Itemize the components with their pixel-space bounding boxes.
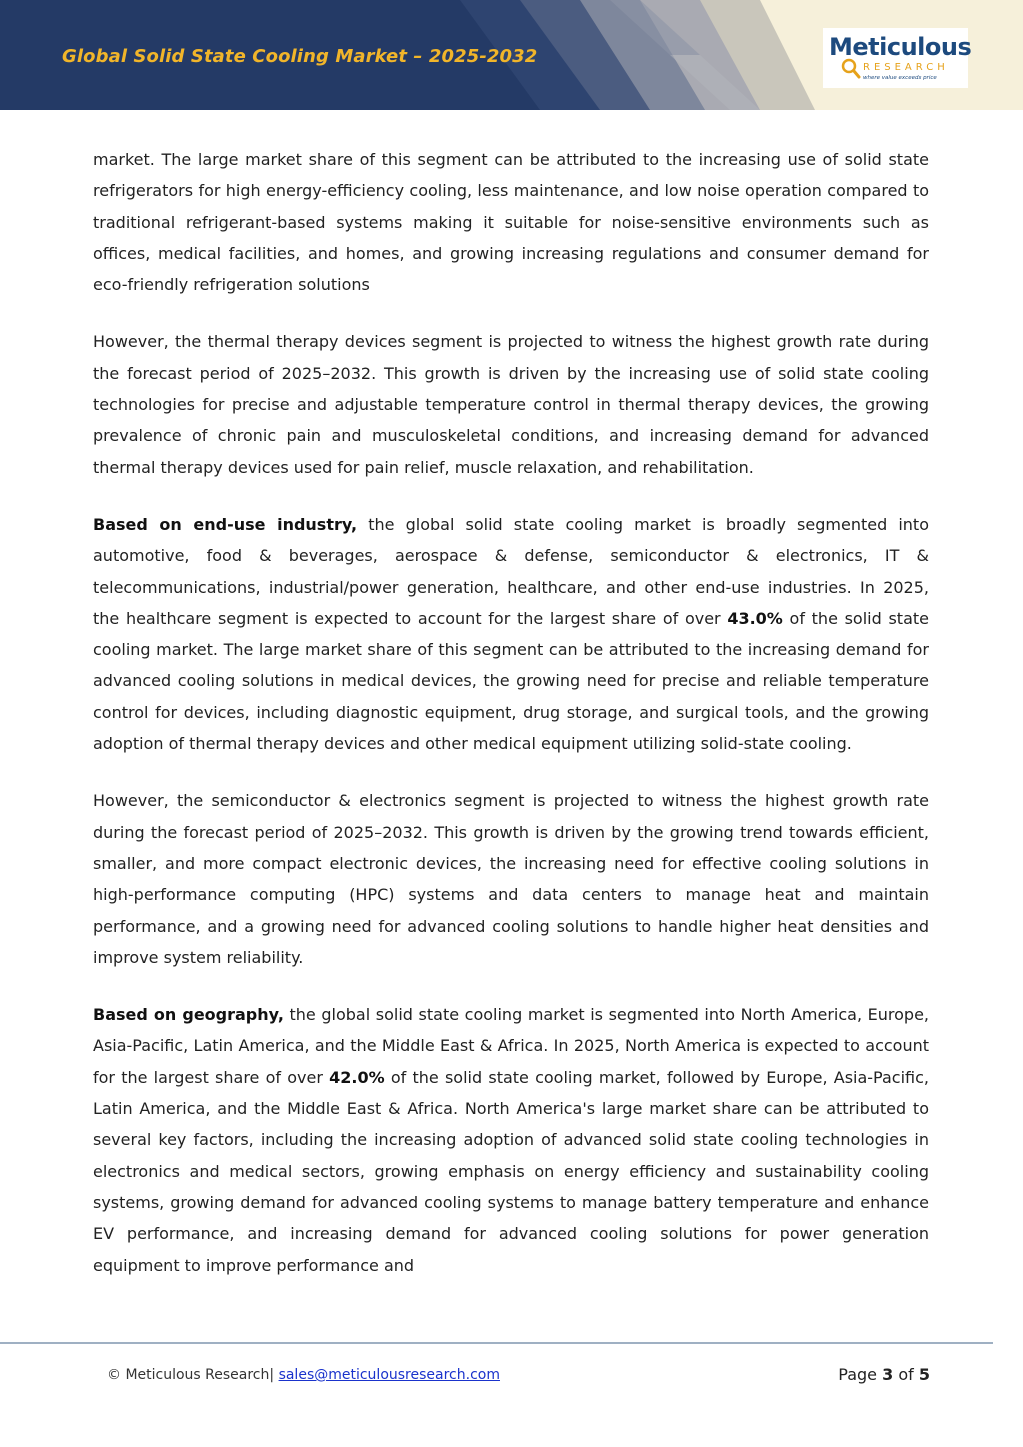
page-header [0,0,1023,110]
body-paragraph [93,326,929,482]
paragraph-text: market. The large market share of this segment can be attributed to the increasing use of solid state refrigerators for high energy-efficiency cooling, less maintenance, and low noise operation compared to traditional refrigerant-based systems making it suitable for noise-sensitive environments such as offices, medical facilities, and homes, and growing increasing regulations and consumer demand for eco-friendly refrigeration solutions [93,150,929,295]
body-paragraph [93,509,929,759]
paragraph-text: However, the thermal therapy devices segment is projected to witness the highest growth rate during the forecast period of 2025–2032. This growth is driven by the increasing use of solid state cooling technologies for precise and adjustable temperature control in thermal therapy devices, the growing prevalence of chronic pain and musculoskeletal conditions, and increasing demand for advanced thermal therapy devices used for pain relief, muscle relaxation, and rehabilitation. [93,332,929,477]
footer-copyright [107,1367,500,1383]
email-link[interactable]: sales@meticulousresearch.com [278,1367,500,1383]
paragraph-text: the global solid state cooling market is broadly segmented into automotive, food & beverages, aerospace & defense, semiconductor & electronics, IT & telecommunications, industrial/power generation, healthcare, and other end-use industries. In 2025, the healthcare segment is expected to account for the largest share of over [93,514,929,628]
document-title: Global Solid State Cooling Market – 2025-2032 [62,46,538,67]
page-number [838,1365,930,1384]
meticulous-research-logo [823,28,972,88]
paragraph-text: However, the semiconductor & electronics segment is projected to witness the highest growth rate during the forecast period of 2025–2032. This growth is driven by the growing trend towards efficient, smaller, and more compact electronic devices, the increasing need for effective cooling solutions in high-performance computing (HPC) systems and data centers to manage heat and maintain performance, and a growing need for advanced cooling solutions to handle higher heat densities and improve system reliability. [93,791,929,967]
paragraph-text: of the solid state cooling market, followed by Europe, Asia-Pacific, Latin America, and the Middle East & Africa. North America's large market share can be attributed to several key factors, including the increasing adoption of advanced solid state cooling technologies in electronics and medical sectors, growing emphasis on energy efficiency and sustainability cooling systems, growing demand for advanced cooling systems to manage battery temperature and enhance EV performance, and increasing demand for advanced cooling solutions for power generation equipment to improve performance and [93,1067,929,1275]
bold-text: 43.0% [727,608,783,628]
page-total: 5 [918,1365,930,1384]
document-body [93,144,929,1307]
body-paragraph [93,999,929,1281]
page-current: 3 [882,1365,894,1384]
page-of: of [898,1365,914,1384]
body-paragraph [93,785,929,973]
copyright-text: © Meticulous Research| [107,1367,275,1383]
logo-tagline: where value exceeds price [863,75,937,81]
footer-divider [0,1342,993,1344]
magnifier-icon [841,58,861,80]
paragraph-text: of the solid state cooling market. The large market share of this segment can be attributed to the increasing demand for advanced cooling solutions in medical devices, the growing need for precise and reliable temperature control for devices, including diagnostic equipment, drug storage, and surgical tools, and the growing adoption of thermal therapy devices and other medical equipment utilizing solid-state cooling. [93,608,929,754]
bold-text: Based on geography, [93,1005,284,1025]
page-word: Page [838,1365,878,1384]
body-paragraph [93,144,929,300]
paragraph-text: the global solid state cooling market is segmented into North America, Europe, Asia-Pacific, Latin America, and the Middle East & Africa. In 2025, North America is expected to account for the largest share of over [93,1005,929,1087]
bold-text: Based on end-use industry, [93,514,358,534]
logo-subtitle: RESEARCH [863,62,949,73]
bold-text: 42.0% [329,1067,385,1087]
logo-wordmark: Meticulous [829,33,972,61]
